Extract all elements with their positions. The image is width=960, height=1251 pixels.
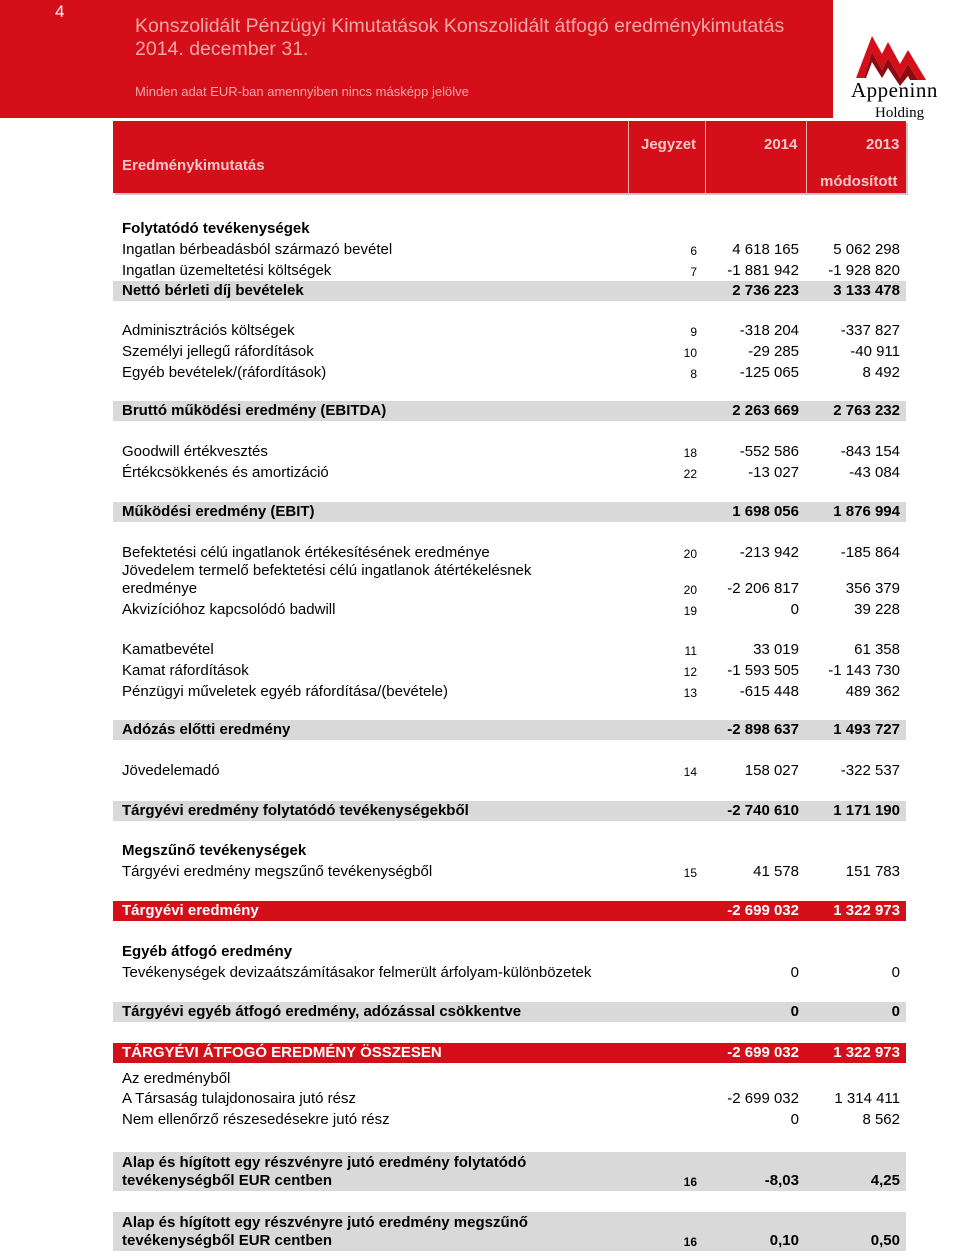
row-label-continued: eredménye: [122, 580, 198, 597]
value-2013: -337 827: [840, 322, 900, 339]
value-2014: -615 448: [739, 683, 799, 700]
value-2013: 1 876 994: [833, 503, 900, 520]
row-label: Kamatbevétel: [122, 641, 214, 658]
row-label: Személyi jellegű ráfordítások: [122, 343, 314, 360]
column-divider: [705, 121, 706, 193]
value-2014: 0: [790, 1003, 799, 1020]
row-label: Tevékenységek devizaátszámításakor felmerült árfolyam-különbözetek: [122, 964, 592, 981]
value-2013: 1 171 190: [833, 802, 900, 819]
row-note: 7: [690, 265, 697, 279]
eps-row: [113, 1212, 906, 1251]
report-title: [135, 15, 784, 61]
value-2013: 8 492: [862, 364, 900, 381]
subtotal-row: [113, 1002, 906, 1022]
year-2013-header: 2013: [866, 136, 900, 153]
value-2013: 356 379: [845, 580, 900, 597]
row-label: Adózás előtti eredmény: [122, 721, 291, 738]
value-2014: 0: [790, 601, 799, 618]
row-label: Alap és hígított egy részvényre jutó eredmény megszűnő: [122, 1214, 528, 1231]
row-note: 20: [683, 583, 697, 597]
value-2014: -2 699 032: [727, 902, 799, 919]
subtotal-row: [113, 281, 906, 301]
row-label: Tárgyévi eredmény: [122, 902, 259, 919]
row-label: Az eredményből: [122, 1070, 231, 1087]
value-2014: -2 740 610: [727, 802, 799, 819]
value-2013: 39 228: [854, 601, 900, 618]
row-label: Tárgyévi eredmény megszűnő tevékenységből: [122, 863, 433, 880]
eps-row: [113, 1152, 906, 1191]
row-label: Adminisztrációs költségek: [122, 322, 295, 339]
row-label: Kamat ráfordítások: [122, 662, 249, 679]
value-2014: -29 285: [748, 343, 799, 360]
row-note: 10: [683, 346, 697, 360]
row-label: Befektetési célú ingatlanok értékesítésének eredménye: [122, 544, 490, 561]
row-label: Működési eredmény (EBIT): [122, 503, 315, 520]
value-2013: -40 911: [850, 343, 900, 360]
report-subtitle: Minden adat EUR-ban amennyiben nincs másképp jelölve: [135, 84, 469, 99]
row-note: 12: [683, 665, 697, 679]
value-2014: -1 881 942: [727, 262, 799, 279]
grand-total-row: [113, 1043, 906, 1063]
row-note: 13: [683, 686, 697, 700]
page-number-box: [0, 0, 113, 118]
row-label-continued: tevékenységből EUR centben: [122, 1232, 333, 1249]
row-note: 11: [684, 644, 697, 658]
value-2013: 1 493 727: [833, 721, 900, 738]
value-2013: -843 154: [840, 443, 900, 460]
row-label: Ingatlan bérbeadásból származó bevétel: [122, 241, 393, 258]
row-label: Tárgyévi egyéb átfogó eredmény, adózással csökkentve: [122, 1003, 522, 1020]
row-note: 18: [683, 446, 697, 460]
row-label: Jövedelem termelő befektetési célú ingatlanok átértékelésnek: [122, 562, 532, 579]
row-label: Akvizícióhoz kapcsolódó badwill: [122, 601, 336, 618]
row-note: 22: [683, 467, 697, 481]
report-title-line1: Konszolidált Pénzügyi Kimutatások Konszolidált átfogó eredménykimutatás: [135, 15, 785, 37]
column-divider: [628, 121, 629, 193]
row-note: 9: [690, 325, 697, 339]
value-2013: 1 314 411: [834, 1090, 900, 1107]
report-title-line2: 2014. december 31.: [135, 38, 309, 60]
value-2013: -185 864: [840, 544, 900, 561]
subtotal-row: [113, 401, 906, 421]
value-2014: 0,10: [769, 1232, 799, 1249]
value-2013: 1 322 973: [833, 902, 900, 919]
row-note: 16: [683, 1235, 697, 1249]
value-2014: -318 204: [739, 322, 799, 339]
row-note: 8: [690, 367, 697, 381]
value-2013: 1 322 973: [833, 1044, 900, 1061]
row-label: A Társaság tulajdonosaira jutó rész: [122, 1090, 357, 1107]
row-label-continued: tevékenységből EUR centben: [122, 1172, 333, 1189]
value-2013: 8 562: [862, 1111, 900, 1128]
value-2014: 33 019: [753, 641, 799, 658]
value-2014: 2 736 223: [732, 282, 799, 299]
page-number: 4: [55, 2, 65, 21]
value-2014: -8,03: [764, 1172, 799, 1189]
value-2014: -2 699 032: [727, 1044, 799, 1061]
logo-holding: Holding: [875, 105, 925, 121]
value-2014: -13 027: [748, 464, 799, 481]
row-note: 16: [683, 1175, 697, 1189]
value-2014: 2 263 669: [732, 402, 799, 419]
row-label: Egyéb átfogó eredmény: [122, 943, 293, 960]
value-2014: 4 618 165: [732, 241, 799, 258]
restated-label: módosított: [820, 173, 898, 190]
row-label: Megszűnő tevékenységek: [122, 842, 307, 859]
row-label: Egyéb bevételek/(ráfordítások): [122, 364, 327, 381]
value-2013: -1 928 820: [828, 262, 900, 279]
value-2014: 0: [790, 1111, 799, 1128]
row-label: Nettó bérleti díj bevételek: [122, 282, 304, 299]
value-2014: 41 578: [753, 863, 799, 880]
subtotal-row: [113, 720, 906, 740]
row-label: Tárgyévi eredmény folytatódó tevékenységekből: [122, 802, 469, 819]
value-2013: 3 133 478: [833, 282, 900, 299]
row-note: 14: [683, 765, 697, 779]
row-label: Bruttó működési eredmény (EBITDA): [122, 402, 387, 419]
value-2014: -213 942: [739, 544, 799, 561]
value-2014: 1 698 056: [732, 503, 799, 520]
note-column-header: Jegyzet: [641, 136, 697, 153]
row-label: Pénzügyi műveletek egyéb ráfordítása/(bevétele): [122, 683, 449, 700]
value-2013: 489 362: [845, 683, 900, 700]
subtotal-row: [113, 502, 906, 522]
year-2014-header: 2014: [764, 136, 798, 153]
value-2013: 0: [891, 1003, 900, 1020]
value-2014: -125 065: [739, 364, 799, 381]
value-2013: 0,50: [870, 1232, 900, 1249]
value-2013: -1 143 730: [828, 662, 900, 679]
row-note: 15: [683, 866, 697, 880]
column-divider: [806, 121, 807, 193]
total-row: [113, 901, 906, 921]
value-2013: 2 763 232: [833, 402, 900, 419]
value-2013: 5 062 298: [833, 241, 900, 258]
value-2014: -2 699 032: [727, 1090, 799, 1107]
value-2014: 158 027: [744, 762, 799, 779]
table-row: [113, 562, 906, 602]
value-2014: -1 593 505: [727, 662, 799, 679]
row-label: Értékcsökkenés és amortizáció: [122, 464, 329, 481]
row-label: Folytatódó tevékenységek: [122, 220, 310, 237]
value-2014: -2 898 637: [727, 721, 799, 738]
logo-name: Appeninn: [851, 78, 938, 102]
row-note: 6: [690, 244, 697, 258]
row-label: TÁRGYÉVI ÁTFOGÓ EREDMÉNY ÖSSZESEN: [122, 1044, 442, 1061]
row-note: 19: [683, 604, 697, 618]
row-label: Jövedelemadó: [122, 762, 220, 779]
value-2014: 0: [790, 964, 799, 981]
value-2013: 0: [891, 964, 900, 981]
value-2014: -552 586: [739, 443, 799, 460]
value-2013: -43 084: [849, 464, 900, 481]
row-label: Nem ellenőrző részesedésekre jutó rész: [122, 1111, 390, 1128]
row-label: Alap és hígított egy részvényre jutó eredmény folytatódó: [122, 1154, 527, 1171]
value-2013: 4,25: [870, 1172, 900, 1189]
value-2013: 151 783: [845, 863, 900, 880]
row-label: Goodwill értékvesztés: [122, 443, 268, 460]
value-2013: 61 358: [854, 641, 900, 658]
table-title: Eredménykimutatás: [122, 157, 265, 174]
row-label: Ingatlan üzemeltetési költségek: [122, 262, 332, 279]
subtotal-row: [113, 801, 906, 821]
value-2014: -2 206 817: [727, 580, 799, 597]
row-note: 20: [683, 547, 697, 561]
value-2013: -322 537: [840, 762, 900, 779]
